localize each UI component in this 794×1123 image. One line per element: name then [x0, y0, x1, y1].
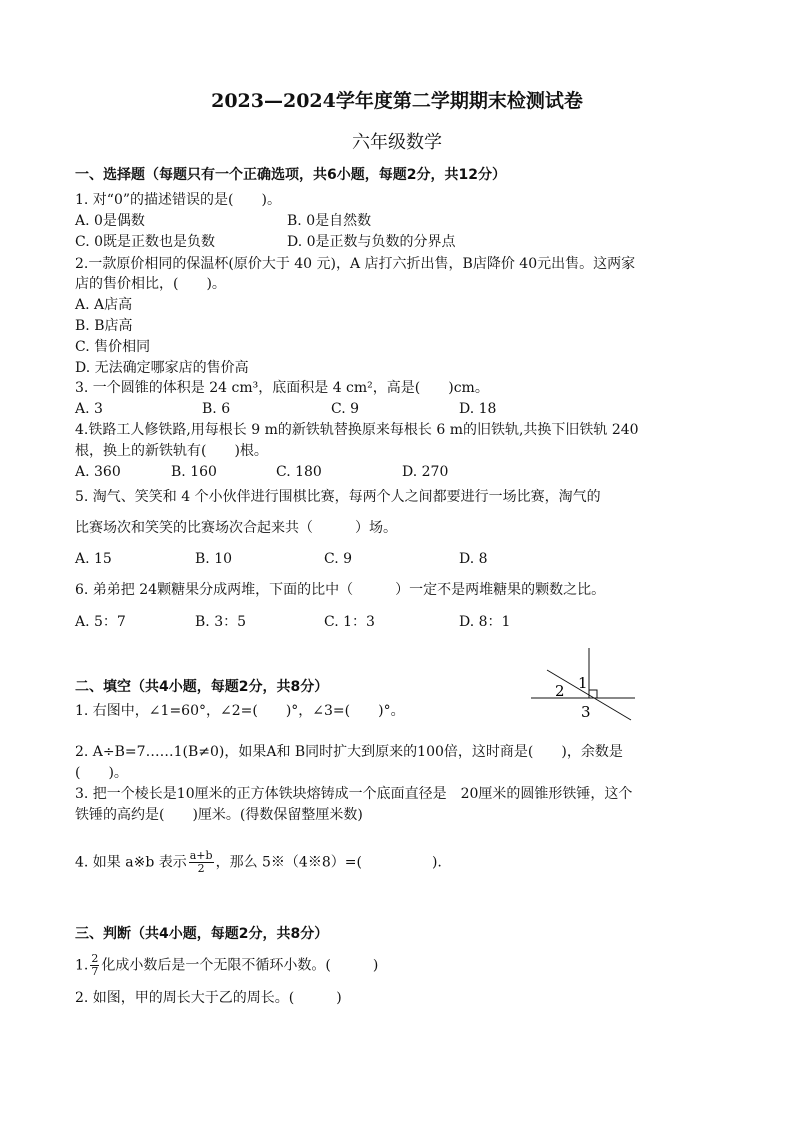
fill-q4-suffix: ，那么 5※（4※8）=( ).: [215, 854, 442, 871]
q1-option-c: C. 0既是正数也是负数: [75, 234, 216, 250]
fill-q3-line1: 3. 把一个棱长是10厘米的正方体铁块熔铸成一个底面直径是 20厘米的圆锥形铁锤，这个: [75, 786, 633, 802]
exam-title: 2023—2024学年度第二学期期末检测试卷: [211, 90, 583, 112]
judge-q2: 2. 如图，甲的周长大于乙的周长。( ): [75, 990, 342, 1006]
figure-label-3: 3: [581, 703, 591, 721]
q3-stem: 3. 一个圆锥的体积是 24 cm³，底面积是 4 cm²，高是( )cm。: [75, 380, 489, 396]
judge-q1-prefix: 1.: [75, 957, 89, 974]
q5-option-b: B. 10: [195, 551, 233, 567]
q1-option-a: A. 0是偶数: [75, 213, 145, 229]
q6-option-c: C. 1：3: [324, 614, 375, 630]
q4-option-a: A. 360: [75, 464, 121, 480]
q4-option-b: B. 160: [171, 464, 217, 480]
q5-option-d: D. 8: [459, 551, 488, 567]
q5-stem-line1: 5. 淘气、笑笑和 4 个小伙伴进行围棋比赛，每两个人之间都要进行一场比赛，淘气的: [75, 489, 601, 505]
q4-option-d: D. 270: [402, 464, 449, 480]
fraction-numerator: 2: [91, 952, 99, 965]
q6-option-b: B. 3：5: [195, 614, 247, 630]
q3-option-c: C. 9: [331, 401, 360, 417]
q6-option-d: D. 8：1: [459, 614, 511, 630]
fill-q2-line2: ( )。: [75, 765, 128, 781]
fill-q2-line1: 2. A÷B=7……1(B≠0)，如果A和 B同时扩大到原来的100倍，这时商是( )，余数是: [75, 744, 623, 760]
q2-option-a: A. A店高: [75, 297, 133, 313]
section3-heading: 三、判断（共4小题，每题2分，共8分）: [75, 926, 329, 942]
q4-option-c: C. 180: [276, 464, 322, 480]
exam-subtitle: 六年级数学: [352, 132, 442, 153]
figure-label-1: 1: [578, 674, 588, 692]
q3-option-d: D. 18: [459, 401, 497, 417]
q2-stem-line2: 店的售价相比，( )。: [75, 276, 226, 292]
q2-stem-line1: 2.一款原价相同的保温杯(原价大于 40 元)，A 店打六折出售，B店降价 40元出售。这两家: [75, 256, 636, 272]
q2-option-d: D. 无法确定哪家店的售价高: [75, 360, 249, 376]
q1-option-d: D. 0是正数与负数的分界点: [287, 234, 456, 250]
figure-label-2: 2: [555, 682, 565, 700]
fraction-a-plus-b-over-2: [189, 850, 214, 875]
q4-stem-line1: 4.铁路工人修铁路,用每根长 9 m的新铁轨替换原来每根长 6 m的旧铁轨,共换下旧铁轨 240: [75, 422, 639, 438]
q5-option-a: A. 15: [75, 551, 112, 567]
fill-q4: [75, 850, 442, 875]
fraction-numerator: a+b: [189, 849, 213, 862]
q1-option-b: B. 0是自然数: [287, 213, 372, 229]
q2-option-b: B. B店高: [75, 318, 133, 334]
judge-q1-suffix: 化成小数后是一个无限不循环小数。( ): [101, 957, 379, 974]
fraction-denominator: 2: [197, 862, 205, 875]
q6-stem: 6. 弟弟把 24颗糖果分成两堆，下面的比中（ ）一定不是两堆糖果的颗数之比。: [75, 582, 606, 598]
angle-figure: [525, 646, 645, 722]
fill-q3-line2: 铁锤的高约是( )厘米。(得数保留整厘米数): [75, 807, 363, 823]
fraction-2-over-7: [90, 953, 99, 978]
q1-stem: 1. 对“0”的描述错误的是( )。: [75, 192, 281, 208]
fill-q4-prefix: 4. 如果 a※b 表示: [75, 854, 187, 871]
fraction-denominator: 7: [91, 965, 99, 978]
q5-stem-line2: 比赛场次和笑笑的比赛场次合起来共（ ）场。: [75, 520, 397, 536]
fill-q1: 1. 右图中，∠1=60°，∠2=( )°，∠3=( )°。: [75, 703, 405, 719]
q6-option-a: A. 5：7: [75, 614, 126, 630]
judge-q1: [75, 953, 378, 978]
q3-option-a: A. 3: [75, 401, 103, 417]
q5-option-c: C. 9: [324, 551, 353, 567]
section1-heading: 一、选择题（每题只有一个正确选项，共6小题，每题2分，共12分）: [75, 167, 506, 183]
q2-option-c: C. 售价相同: [75, 339, 151, 355]
q4-stem-line2: 根，换上的新铁轨有( )根。: [75, 443, 268, 459]
q3-option-b: B. 6: [202, 401, 231, 417]
section2-heading: 二、填空（共4小题，每题2分，共8分）: [75, 679, 329, 695]
